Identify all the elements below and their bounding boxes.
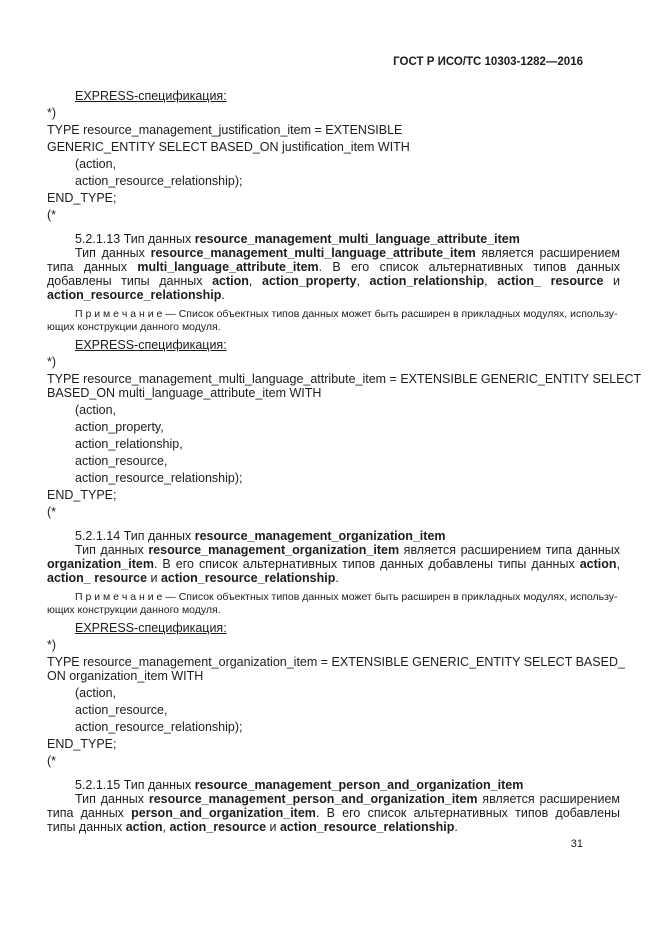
- page-number: 31: [570, 838, 583, 850]
- code-line: *): [47, 355, 57, 369]
- code-line: TYPE resource_management_multi_language_attribute_item = EXTENSIBLE GENERIC_ENTITY SELECT: [47, 372, 642, 386]
- note: [47, 591, 620, 617]
- code-line: action_property,: [75, 420, 164, 434]
- section-paragraph: Тип данных resource_management_multi_language_attribute_item является расширением типа данных multi_language_attribute_item. В его список альтернативных типов данных добавлены типы данных action, action_property, action_relationship, action_ resource и action_resource_relationship.: [47, 246, 620, 302]
- code-line: BASED_ON multi_language_attribute_item WITH: [47, 386, 322, 400]
- code-line: action_resource_relationship);: [75, 174, 243, 188]
- code-line: (*: [47, 505, 57, 519]
- express-spec-heading-1: [47, 89, 620, 103]
- code-line: action_relationship,: [75, 437, 183, 451]
- code-line: *): [47, 638, 57, 652]
- note-line: ющих конструкции данного модуля.: [47, 321, 221, 333]
- code-line: action_resource_relationship);: [75, 720, 243, 734]
- note-line: ющих конструкции данного модуля.: [47, 604, 221, 616]
- section-heading: 5.2.1.14 Тип данных resource_management_organization_item: [75, 529, 446, 543]
- express-spec-label: EXPRESS-спецификация:: [75, 621, 227, 635]
- section-5-2-1-14: [47, 529, 625, 768]
- code-line: ON organization_item WITH: [47, 669, 204, 683]
- code-line: END_TYPE;: [47, 488, 117, 502]
- code-line: *): [47, 106, 57, 120]
- note-line: П р и м е ч а н и е — Список объектных типов данных может быть расширен в прикладных модулях, использу-: [75, 308, 618, 320]
- page-header: [0, 0, 661, 69]
- code-line: (action,: [75, 403, 116, 417]
- code-line: TYPE resource_management_justification_item = EXTENSIBLE: [47, 123, 403, 137]
- section-paragraph: Тип данных resource_management_person_and_organization_item является расширением типа данных person_and_organization_item. В его список альтернативных типов добавлены типы данных action, action_resource и action_resource_relationship.: [47, 792, 620, 834]
- page-content: [47, 89, 642, 834]
- code-line: action_resource,: [75, 703, 168, 717]
- express-code-block-3: [47, 638, 625, 768]
- code-line: TYPE resource_management_organization_item = EXTENSIBLE GENERIC_ENTITY SELECT BASED_: [47, 655, 625, 669]
- express-spec-label: EXPRESS-спецификация:: [75, 338, 227, 352]
- page-footer: [571, 838, 583, 851]
- section-heading: 5.2.1.15 Тип данных resource_management_person_and_organization_item: [75, 778, 524, 792]
- section-5-2-1-15: [47, 778, 620, 834]
- code-line: (*: [47, 754, 57, 768]
- code-line: (*: [47, 208, 57, 222]
- section-heading: 5.2.1.13 Тип данных resource_management_multi_language_attribute_item: [75, 232, 520, 246]
- code-line: action_resource_relationship);: [75, 471, 243, 485]
- express-spec-heading-3: [47, 621, 620, 635]
- standard-designation: ГОСТ Р ИСО/ТС 10303-1282—2016: [393, 56, 583, 68]
- code-line: (action,: [75, 686, 116, 700]
- section-paragraph: Тип данных resource_management_organization_item является расширением типа данных organization_item. В его список альтернативных типов данных добавлены типы данных action, action_ resource и action_resource_relationship.: [47, 543, 620, 585]
- express-spec-label: EXPRESS-спецификация:: [75, 89, 227, 103]
- note: [47, 308, 620, 334]
- code-line: GENERIC_ENTITY SELECT BASED_ON justification_item WITH: [47, 140, 410, 154]
- express-code-block-2: [47, 355, 642, 519]
- section-5-2-1-13: [47, 232, 642, 519]
- express-code-block-1: [47, 106, 620, 222]
- code-line: (action,: [75, 157, 116, 171]
- code-line: END_TYPE;: [47, 737, 117, 751]
- express-spec-heading-2: [47, 338, 620, 352]
- code-line: END_TYPE;: [47, 191, 117, 205]
- code-line: action_resource,: [75, 454, 168, 468]
- note-line: П р и м е ч а н и е — Список объектных типов данных может быть расширен в прикладных модулях, использу-: [75, 591, 618, 603]
